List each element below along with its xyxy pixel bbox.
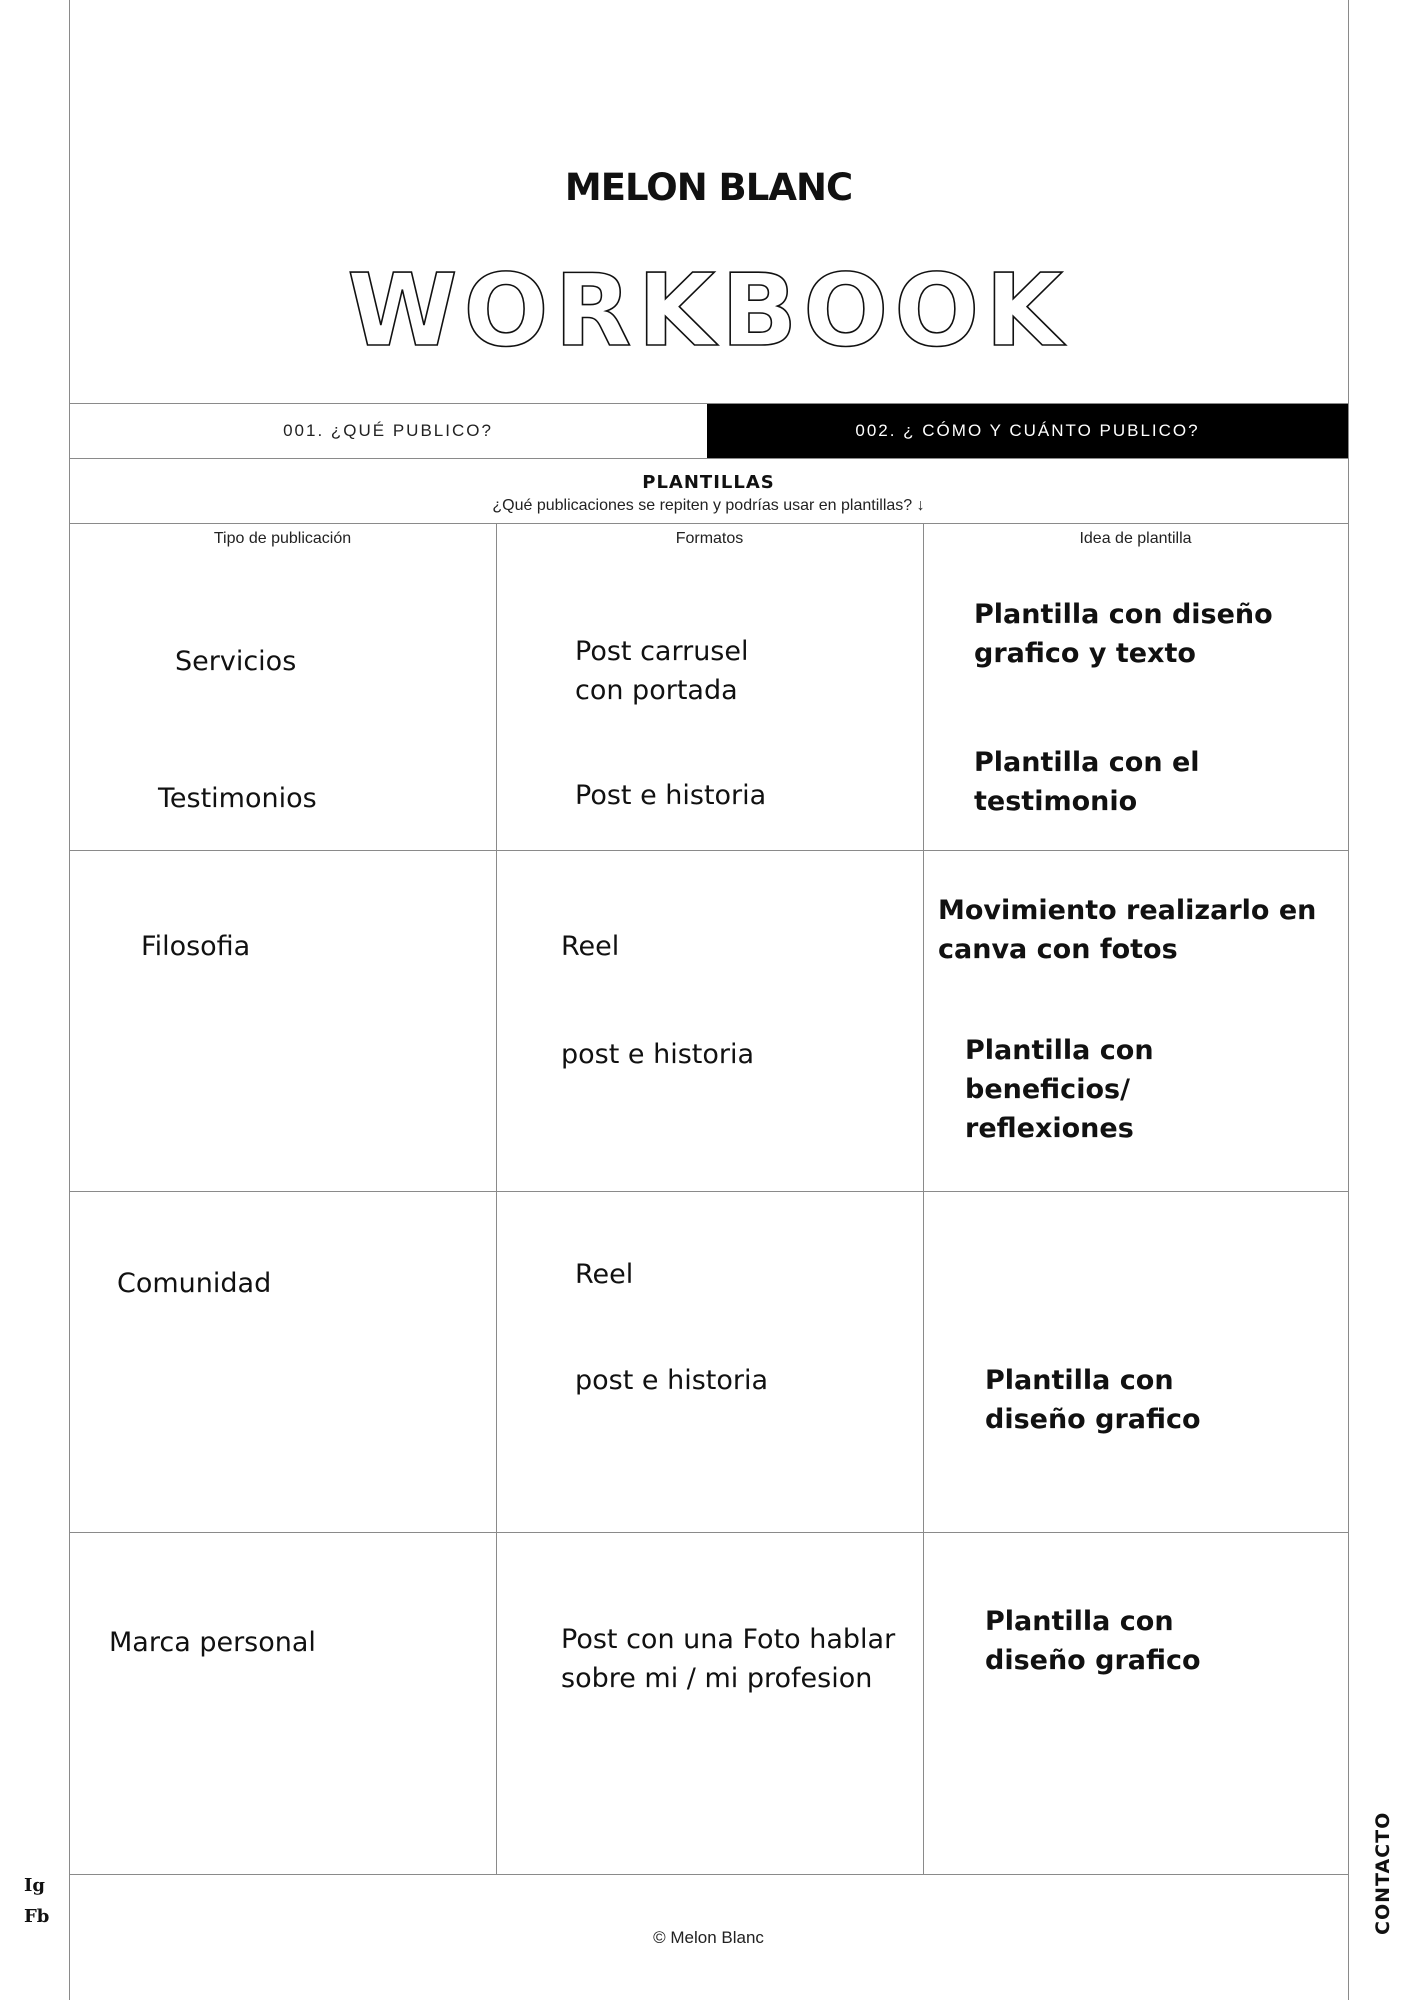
formato-servicios-2[interactable]: con portada [575,675,738,706]
idea-testimonios-1[interactable]: Plantilla con el [974,747,1200,778]
section-subtitle: ¿Qué publicaciones se repiten y podrías usar en plantillas? ↓ [492,497,925,514]
brand-title: MELON BLANC [564,166,853,209]
tipo-marca-personal[interactable]: Marca personal [109,1627,316,1658]
row-divider [69,1191,1348,1192]
facebook-link[interactable]: Fb [24,1906,50,1927]
formato-filosofia-2[interactable]: post e historia [561,1039,755,1070]
formato-servicios-1[interactable]: Post carrusel [575,636,749,667]
idea-filosofia-2b[interactable]: beneficios/ [965,1074,1130,1105]
formato-comunidad-2[interactable]: post e historia [575,1365,769,1396]
idea-comunidad-2[interactable]: diseño grafico [985,1404,1201,1435]
formato-marca-2[interactable]: sobre mi / mi profesion [561,1663,873,1694]
column-divider [923,524,924,1874]
row-divider [69,850,1348,851]
idea-filosofia-2a[interactable]: Plantilla con [965,1035,1154,1066]
tipo-comunidad[interactable]: Comunidad [117,1268,272,1299]
tipo-filosofia[interactable]: Filosofia [141,931,251,962]
idea-servicios-1[interactable]: Plantilla con diseño [974,599,1273,630]
tab-como-cuanto-publico[interactable]: 002. ¿ CÓMO Y CUÁNTO PUBLICO? [707,404,1348,458]
plantillas-section [69,458,1348,524]
tipo-servicios[interactable]: Servicios [175,646,297,677]
tipo-testimonios[interactable]: Testimonios [158,783,317,814]
row-divider [69,1874,1348,1875]
formato-marca-1[interactable]: Post con una Foto hablar [561,1624,896,1655]
tab-bar [69,403,1348,459]
idea-servicios-2[interactable]: grafico y texto [974,638,1196,669]
right-border [1348,0,1349,2000]
section-title: PLANTILLAS [642,472,775,493]
column-header-formatos: Formatos [675,530,744,547]
footer-copyright: © Melon Blanc [653,1928,764,1947]
formato-filosofia-1[interactable]: Reel [561,931,620,962]
workbook-title [69,240,1348,370]
column-header-tipo: Tipo de publicación [213,530,352,547]
idea-marca-1[interactable]: Plantilla con [985,1606,1174,1637]
contact-link[interactable]: CONTACTO [1372,1811,1394,1935]
column-header-idea: Idea de plantilla [1079,530,1192,547]
row-divider [69,1532,1348,1533]
idea-filosofia-2c[interactable]: reflexiones [965,1113,1134,1144]
idea-comunidad-1[interactable]: Plantilla con [985,1365,1174,1396]
tab-que-publico[interactable]: 001. ¿QUÉ PUBLICO? [283,421,493,440]
instagram-link[interactable]: Ig [24,1875,46,1896]
idea-filosofia-1b[interactable]: canva con fotos [938,934,1178,965]
idea-filosofia-1a[interactable]: Movimiento realizarlo en [938,895,1317,926]
column-divider [496,524,497,1874]
idea-marca-2[interactable]: diseño grafico [985,1645,1201,1676]
formato-testimonios[interactable]: Post e historia [575,780,767,811]
idea-testimonios-2[interactable]: testimonio [974,786,1138,817]
workbook-title-text: WORKBOOK [347,252,1069,369]
formato-comunidad-1[interactable]: Reel [575,1259,634,1290]
